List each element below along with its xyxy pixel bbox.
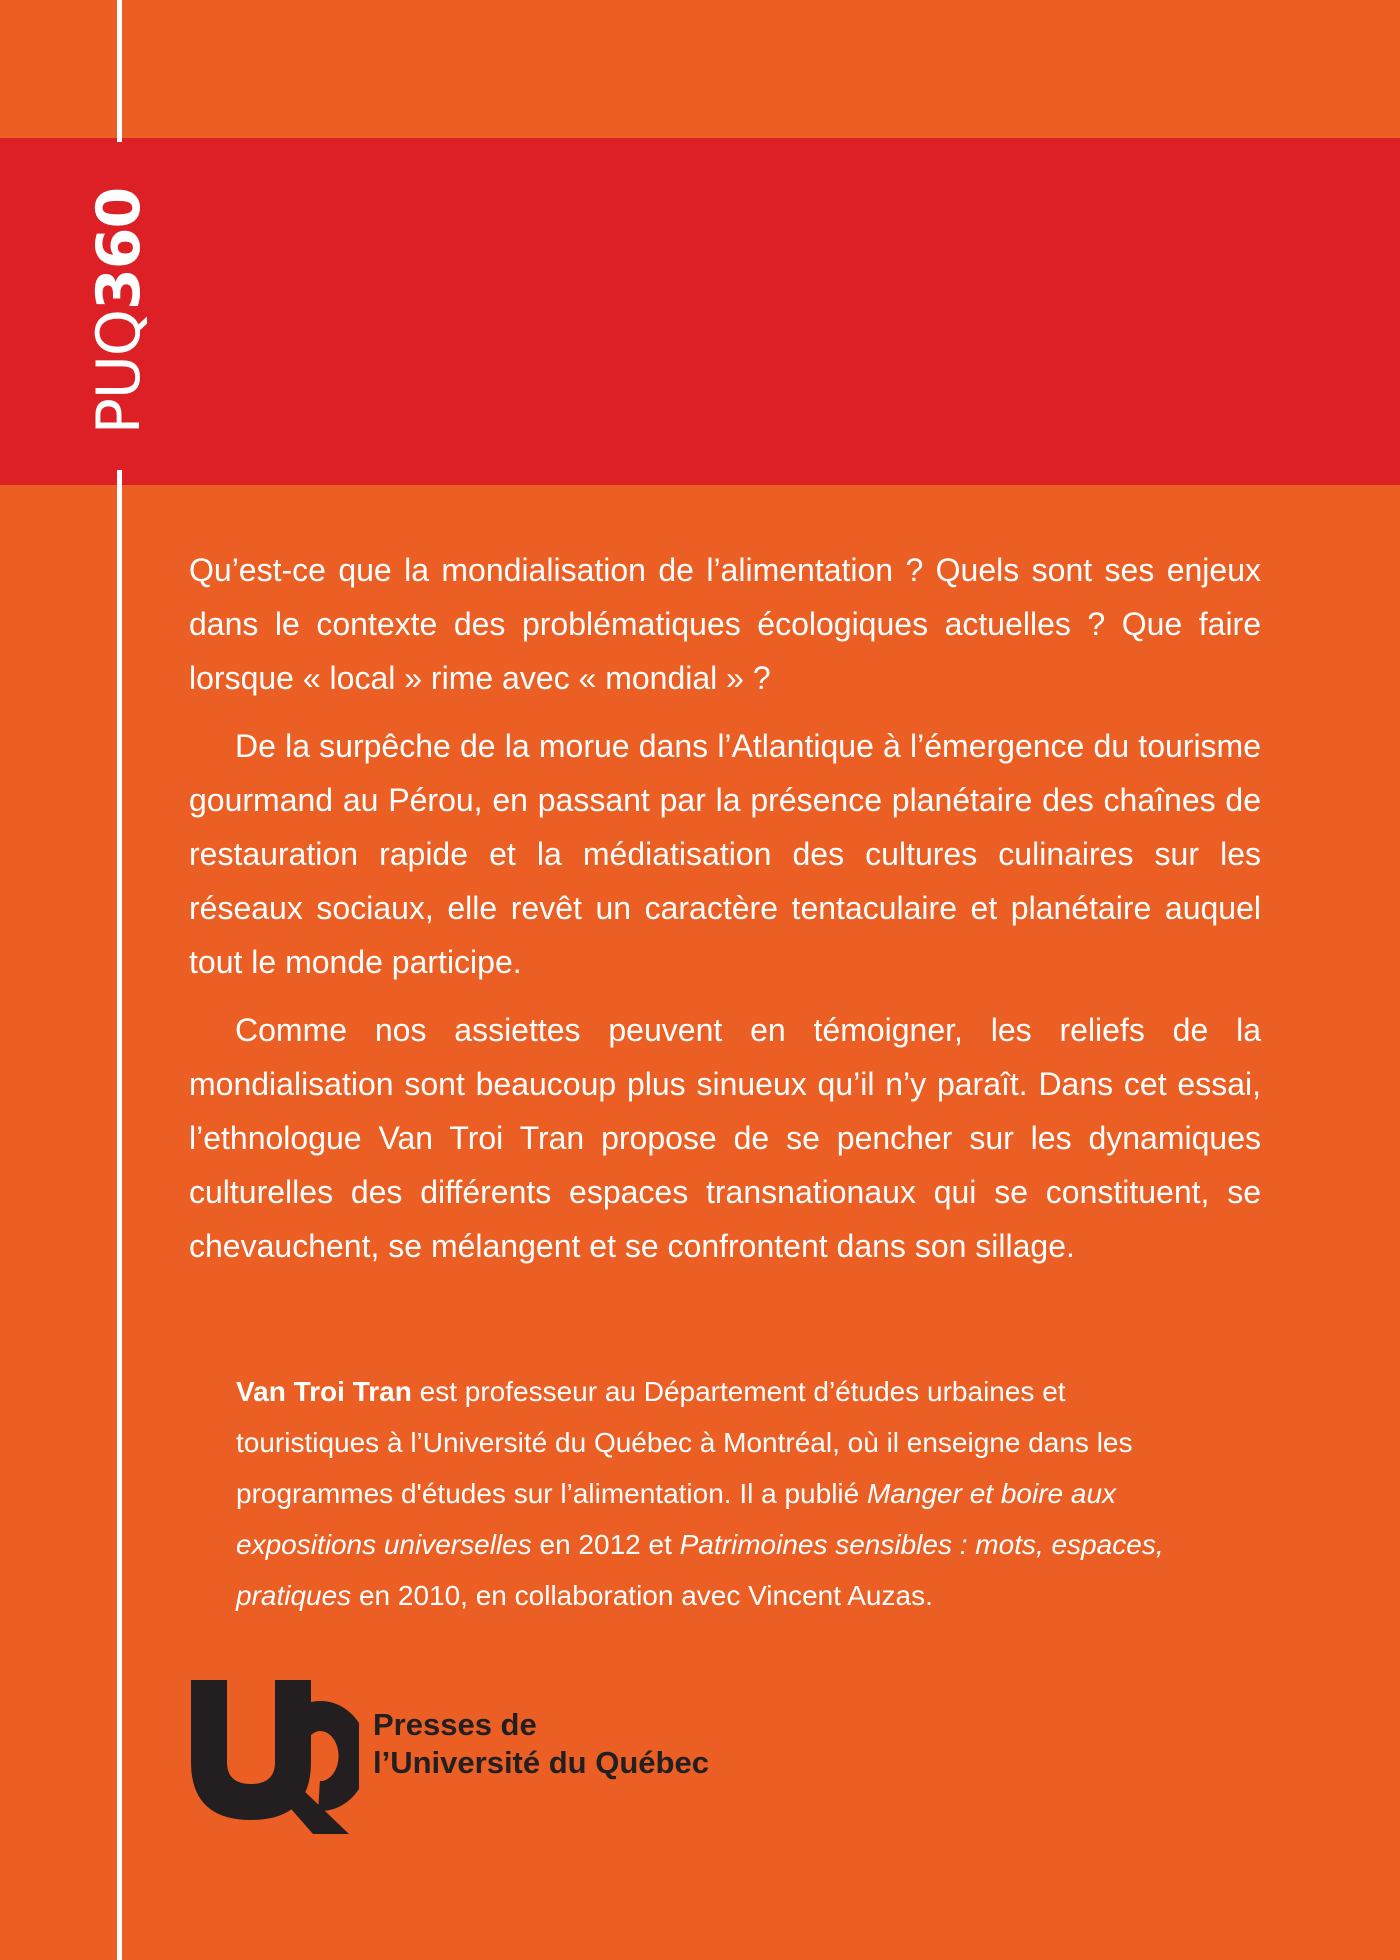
publisher-name-line-2: l’Université du Québec xyxy=(373,1745,709,1780)
vertical-rule-top xyxy=(117,0,122,142)
bio-text-2: en 2012 et xyxy=(531,1529,680,1560)
publisher-logo xyxy=(189,1678,749,1838)
red-header-band xyxy=(0,138,1400,485)
book-title-1: Manger et boire aux expositions universelles xyxy=(236,1478,1117,1560)
description-paragraph-3: Comme nos assiettes peuvent en témoigner, les reliefs de la mondialisation sont beaucoup plus sinueux qu’il n’y paraît. Dans cet essai, l’ethnologue Van Troi Tran propose de se pencher sur les dynamiques culturelles des différents espaces transnationaux qui se constituent, se chevauchent, se mélangent et se confrontent dans son sillage. xyxy=(189,1012,1261,1264)
publisher-name xyxy=(373,1706,709,1782)
bio-text-1: est professeur au Département d’études urbaines et touristiques à l’Université du Québec à Montréal, où il enseigne dans les programmes d'études sur l’alimentation. Il a publié xyxy=(236,1376,1133,1509)
author-name: Van Troi Tran xyxy=(236,1376,412,1407)
description-paragraph-1: Qu’est-ce que la mondialisation de l’alimentation ? Quels sont ses enjeux dans le contexte des problématiques écologiques actuelles ? Que faire lorsque « local » rime avec « mondial » ? xyxy=(189,552,1261,696)
series-logo-puq360 xyxy=(84,187,154,435)
series-logo-bold: 360 xyxy=(84,187,154,310)
book-title-2: Patrimoines sensibles : mots, espaces, pratiques xyxy=(236,1529,1164,1611)
book-description xyxy=(189,543,1261,1287)
uq-logo-mark xyxy=(189,1678,359,1838)
bio-text-3: en 2010, en collaboration avec Vincent Auzas. xyxy=(351,1580,933,1611)
description-paragraph-2: De la surpêche de la morue dans l’Atlantique à l’émergence du tourisme gourmand au Pérou, en passant par la présence planétaire des chaînes de restauration rapide et la médiatisation des cultures culinaires sur les réseaux sociaux, elle revêt un caractère tentaculaire et planétaire auquel tout le monde participe. xyxy=(189,728,1261,980)
vertical-rule-bottom xyxy=(117,470,122,1960)
series-logo-light: PUQ xyxy=(84,309,154,435)
author-bio xyxy=(236,1366,1216,1621)
publisher-name-line-1: Presses de xyxy=(373,1707,537,1742)
